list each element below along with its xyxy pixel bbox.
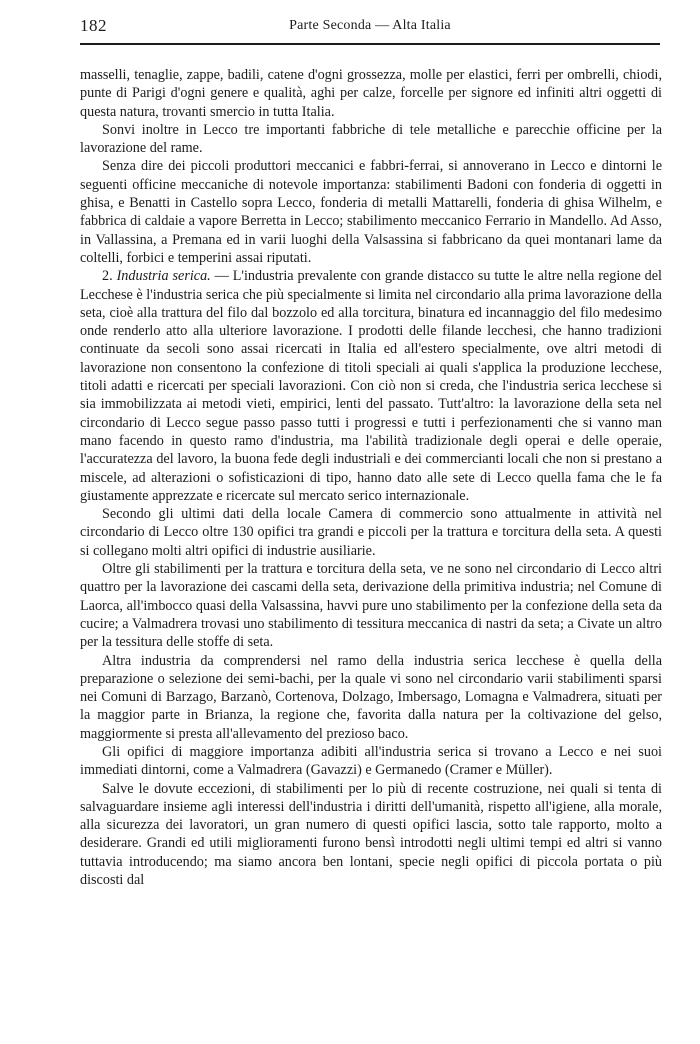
paragraph-silk-industry-text: — L'industria prevalente con grande distacco su tutte le altre nella regione del Lecchese è l'industria serica che più specialmente si limita nel circondario alla prima lavorazione della seta, cioè alla trattura del filo dal bozzolo ed alla torcitura, binatura ed incannaggio del filo medesimo onde renderlo atto alla ulteriore lavorazione. I prodotti delle filande lecchesi, che hanno tradizioni continuate da secoli sono assai ricercati in Italia ed all'estero specialmente, ove altri metodi di lavorazione non consentono la confezione di titoli speciali ai quali s'applica la produzione lecchese, titoli adatti e ricercati per speciali lavorazioni. Con ciò non si creda, che l'industria serica lecchese si sia immobilizzata ai metodi vieti, empirici, lenti del passato. Tutt'altro: la lavorazione della seta nel circondario di Lecco segue passo passo tutti i progressi e tutti i perfezionamenti che si vanno man mano facendo in questo ramo d'industria, ma l'abilità tradizionale degli operai e delle operaie, l'accuratezza del lavoro, la buona fede degli industriali e dei commercianti locali che non si prestano a miscele, ad alterazioni o sofisticazioni di tipo, hanno dato alle sete di Lecco quella fama che le fa giustamente apprezzate e ricercate sul mercato serico internazionale. <box>80 268 662 504</box>
paragraph-major-mills: Gli opifici di maggiore importanza adibiti all'industria serica si trovano a Lecco e nei suoi immediati dintorni, come a Valmadrera (Gavazzi) e Germanedo (Cramer e Müller). <box>80 743 662 779</box>
paragraph-continued: masselli, tenaglie, zappe, badili, catene d'ogni grossezza, molle per elastici, ferri per ombrelli, chiodi, punte di Parigi d'ogni genere e qualità, aghi per calze, forcelle per signore ed infiniti altri oggetti di questa natura, trovanti smercio in tutta Italia. <box>80 67 662 120</box>
header-rule <box>80 43 660 45</box>
section-title: Industria serica. <box>116 268 211 285</box>
paragraph-wire-cloth: Sonvi inoltre in Lecco tre importanti fabbriche di tele metalliche e parecchie officine per la lavorazione del rame. <box>80 121 662 157</box>
page-header <box>80 16 660 40</box>
running-title: Parte Seconda — Alta Italia <box>289 18 451 33</box>
section-number: 2. <box>102 268 113 285</box>
paragraph-mechanical-workshops: Senza dire dei piccoli produttori meccanici e fabbri-ferrai, si annoverano in Lecco e dintorni le seguenti officine meccaniche di notevole importanza: stabilimenti Badoni con fonderia di oggetti in ghisa, e Benatti in Castello sopra Lecco, fonderia di metalli Mattarelli, fonderia di ghisa Wilhelm, e fabbrica di caldaie a vapore Berretta in Lecco; stabilimento meccanico Ferrario in Mandello. Ad Asso, in Vallassina, a Premana ed in varii luoghi della Valsassina si fabbricano da quei montanari lame da coltelli, forbici e temperini assai riputati. <box>80 158 662 266</box>
paragraph-chamber-of-commerce: Secondo gli ultimi dati della locale Camera di commercio sono attualmente in attività nel circondario di Lecco oltre 130 opifici tra grandi e piccoli per la trattura e torcitura della seta. A questi si collegano molti altri opifici di industrie ausiliarie. <box>80 506 662 559</box>
paragraph-silkworm-seed: Altra industria da comprendersi nel ramo della industria serica lecchese è quella della preparazione o selezione dei semi-bachi, per la quale vi sono nel circondario varii stabilimenti sparsi nei Comuni di Barzago, Barzanò, Cortenova, Dolzago, Imbersago, Lomagna e Valmadrera, situati per la maggior parte in Brianza, la regione che, favorita dalla natura per la coltivazione del gelso, maggiormente si presta all'allevamento del prezioso baco. <box>80 652 662 742</box>
body-text <box>80 66 662 889</box>
paragraph-silk-waste: Oltre gli stabilimenti per la trattura e torcitura della seta, ve ne sono nel circondario di Lecco altri quattro per la lavorazione dei cascami della seta, derivazione della primitiva industria; nel Comune di Laorca, all'imbocco quasi della Valsassina, havvi pure uno stabilimento per la confezione della seta da cucire; a Valmadrera trovasi uno stabilimento di tessitura meccanica di nastri da seta; a Civate un altro per la tessitura delle stoffe di seta. <box>80 561 662 651</box>
paragraph-working-conditions: Salve le dovute eccezioni, di stabilimenti per lo più di recente costruzione, nei quali si tenta di salvaguardare insieme agli interessi dell'industria i diritti dell'umanità, rispetto all'igiene, alla morale, alla sicurezza dei lavoratori, un gran numero di questi opifici lascia, sotto tale rapporto, molto a desiderare. Grandi ed utili miglioramenti furono bensì introdotti negli ultimi tempi ed altri si vanno tuttavia introducendo; ma siamo ancora ben lontani, specie negli opifici di piccola portata o più discosti dal <box>80 780 662 889</box>
page-number: 182 <box>80 16 107 35</box>
paragraph-silk-industry <box>80 267 662 505</box>
